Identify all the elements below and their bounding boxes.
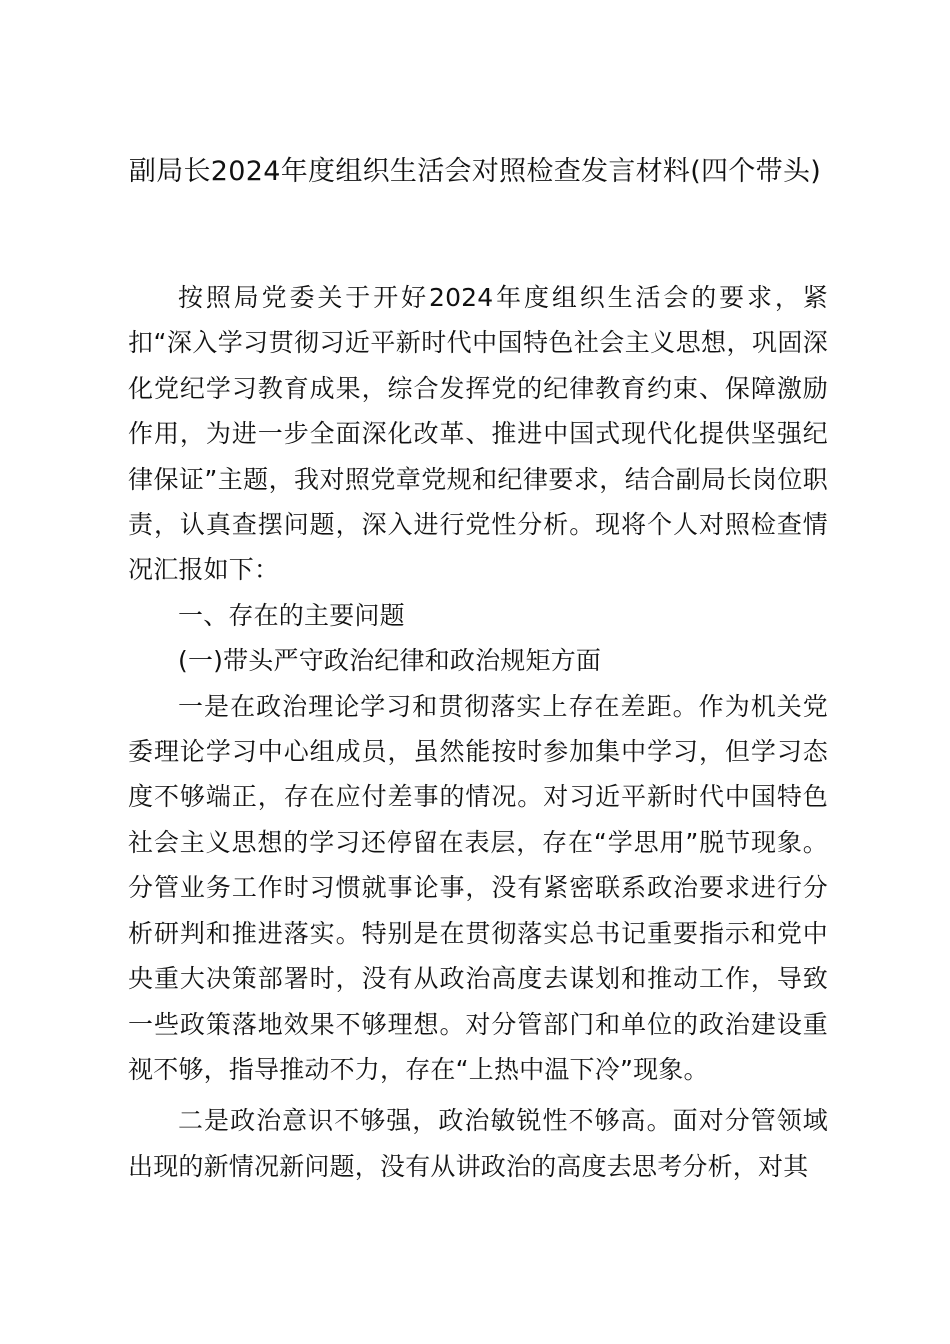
body-paragraph: 二是政治意识不够强，政治敏锐性不够高。面对分管领域出现的新情况新问题，没有从讲政治的高度去思考分析，对其 [128, 1106, 828, 1181]
section-heading: 一、存在的主要问题 [178, 600, 405, 630]
subsection-heading: (一)带头严守政治纪律和政治规矩方面 [178, 646, 602, 676]
document-title: 副局长2024年度组织生活会对照检查发言材料(四个带头) [128, 156, 822, 187]
intro-paragraph: 按照局党委关于开好2024年度组织生活会的要求，紧扣“深入学习贯彻习近平新时代中国特色社会主义思想，巩固深化党纪学习教育成果，综合发挥党的纪律教育约束、保障激励作用，为进一步全面深化改革、推进中国式现代化提供坚强纪律保证”主题，我对照党章党规和纪律要求，结合副局长岗位职责，认真查摆问题，深入进行党性分析。现将个人对照检查情况汇报如下： [128, 283, 828, 585]
document-body [128, 275, 828, 1189]
body-paragraph: 一是在政治理论学习和贯彻落实上存在差距。作为机关党委理论学习中心组成员，虽然能按时参加集中学习，但学习态度不够端正，存在应付差事的情况。对习近平新时代中国特色社会主义思想的学习还停留在表层，存在“学思用”脱节现象。分管业务工作时习惯就事论事，没有紧密联系政治要求进行分析研判和推进落实。特别是在贯彻落实总书记重要指示和党中央重大决策部署时，没有从政治高度去谋划和推动工作，导致一些政策落地效果不够理想。对分管部门和单位的政治建设重视不够，指导推动不力，存在“上热中温下冷”现象。 [128, 691, 828, 1084]
